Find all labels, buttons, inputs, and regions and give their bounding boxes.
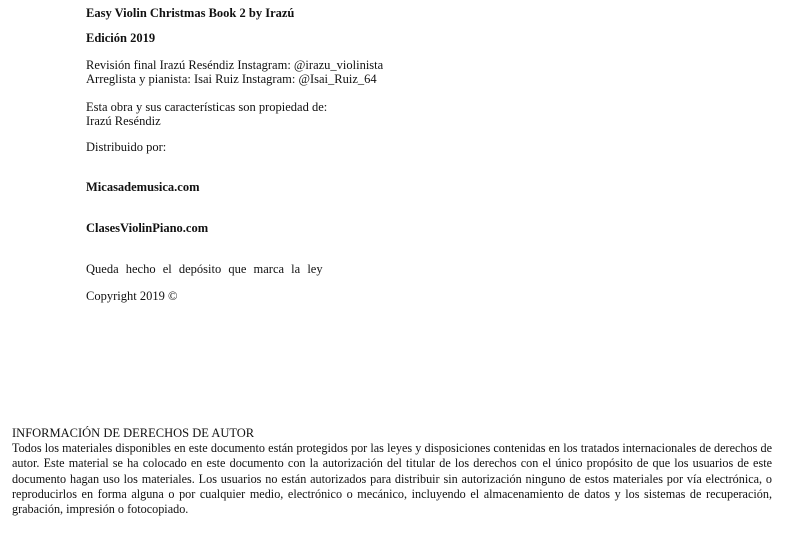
property-line-intro: Esta obra y sus características son propiedad de: [86, 100, 328, 114]
book-title: Easy Violin Christmas Book 2 by Irazú [86, 6, 295, 20]
copyright-notice [12, 426, 772, 517]
copyright-notice-heading: INFORMACIÓN DE DERECHOS DE AUTOR [12, 426, 255, 440]
copyright-text: Copyright 2019 © [86, 289, 178, 303]
copyright-notice-body: Todos los materiales disponibles en este documento están protegidos por las leyes y disposiciones contenidas en los tratados internacionales de derechos de autor. Este material se ha colocado en este documento con la autorización del titular de los derechos con el único propósito de que los usuarios de este documento hagan uso los materiales. Los usuarios no están autorizados para distribuir sin autorización ninguno de estos materiales por vía electrónica, o reproducirlos en forma alguna o por cualquier medio, electrónico o mecánico, incluyendo el almacenamiento de datos y los sistemas de recuperación, grabación, impresión o fotocopiado. [12, 441, 772, 517]
edition-label: Edición 2019 [86, 31, 156, 45]
legal-deposit-text: Queda hecho el depósito que marca la ley [86, 262, 323, 276]
distributor-micasademusica: Micasademusica.com [86, 180, 200, 194]
distributed-by-label: Distribuido por: [86, 140, 167, 154]
credit-line-arranger: Arreglista y pianista: Isai Ruiz Instagram: @Isai_Ruiz_64 [86, 72, 377, 86]
property-line-owner: Irazú Reséndiz [86, 114, 161, 128]
distributor-clasesviolinpiano: ClasesViolinPiano.com [86, 221, 209, 235]
credit-line-reviewer: Revisión final Irazú Reséndiz Instagram: @irazu_violinista [86, 58, 384, 72]
